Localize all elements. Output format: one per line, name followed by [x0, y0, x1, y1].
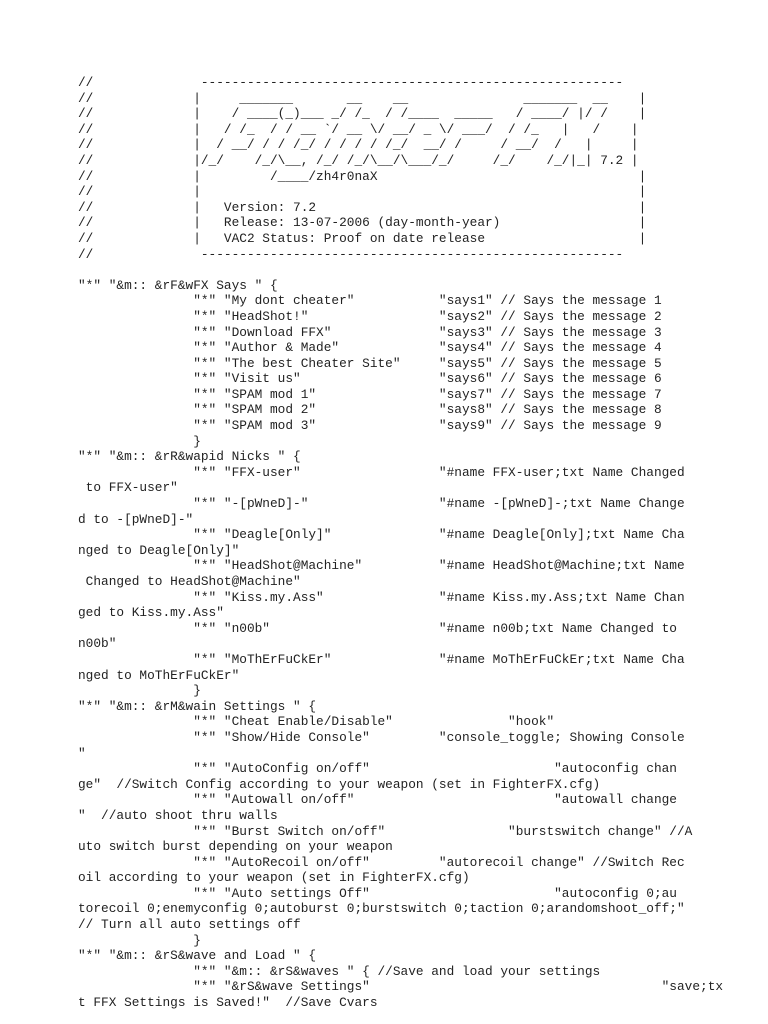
document-line [78, 262, 768, 278]
document-line: "*" "AutoRecoil on/off" "autorecoil change" //Switch Rec [78, 854, 685, 870]
document-line: "*" "My dont cheater" "says1" // Says the message 1 [78, 293, 662, 309]
document-line: " [78, 745, 86, 761]
document-line: "*" "Deagle[Only]" "#name Deagle[Only];txt Name Cha [78, 527, 685, 543]
document-line: "*" "Author & Made" "says4" // Says the message 4 [78, 340, 662, 356]
document-line: Changed to HeadShot@Machine" [78, 574, 301, 589]
document-line: "*" "Visit us" "says6" // Says the message 6 [78, 371, 662, 387]
document-line: } [78, 683, 201, 699]
document-line: // | / __/ / / /_/ / / / / /_/ __/ / / __/ / | | [78, 137, 639, 153]
document-line: // Turn all auto settings off [78, 917, 301, 933]
document-line: torecoil 0;enemyconfig 0;autoburst 0;burstswitch 0;taction 0;arandomshoot_off;" [78, 901, 685, 917]
document-line: "*" "Show/Hide Console" "console_toggle; Showing Console [78, 729, 685, 745]
document-line: "*" "Download FFX" "says3" // Says the message 3 [78, 324, 662, 340]
document-line: t FFX Settings is Saved!" //Save Cvars [78, 995, 378, 1011]
document-line: "*" "HeadShot@Machine" "#name HeadShot@Machine;txt Name [78, 558, 685, 574]
document-line: } [78, 932, 201, 948]
document-line: "*" "&m:: &rS&waves " { //Save and load your settings [78, 963, 601, 979]
document-line: // | / ____(_)___ _/ /_ / /____ _____ / ____/ |/ / | [78, 106, 647, 122]
document-line: "*" "-[pWneD]-" "#name -[pWneD]-;txt Name Change [78, 496, 685, 512]
document-line: } [78, 433, 201, 449]
document-line: "*" "n00b" "#name n00b;txt Name Changed to [78, 620, 677, 636]
document-line: "*" "&m:: &rS&wave and Load " { [78, 948, 317, 964]
document-line: // | /____/zh4r0naX | [78, 168, 647, 184]
document-line: d to -[pWneD]-" [78, 511, 194, 527]
document-line: "*" "&m:: &rF&wFX Says " { [78, 277, 278, 293]
document-line: "*" "MoThErFuCkEr" "#name MoThErFuCkEr;txt Name Cha [78, 651, 685, 667]
document-line: // | | [78, 184, 647, 200]
document-line: "*" "&m:: &rM&wain Settings " { [78, 698, 317, 714]
document-line: "*" "&m:: &rR&wapid Nicks " { [78, 449, 301, 465]
document-line: " //auto shoot thru walls [78, 807, 278, 823]
document-line: "*" "Kiss.my.Ass" "#name Kiss.my.Ass;txt Name Chan [78, 589, 685, 605]
document-line: uto switch burst depending on your weapon [78, 839, 393, 855]
document-line: "*" "SPAM mod 3" "says9" // Says the message 9 [78, 418, 662, 434]
document-line: nged to MoThErFuCkEr" [78, 667, 240, 683]
document-line: // ------------------------------------------------------- [78, 75, 624, 90]
document-line: "*" "Autowall on/off" "autowall change [78, 792, 677, 808]
document-line: to FFX-user" [78, 480, 178, 496]
document-line: // |/_/ /_/\__, /_/ /_/\__/\___/_/ /_/ /_/|_| 7.2 | [78, 152, 639, 168]
document-line: oil according to your weapon (set in FighterFX.cfg) [78, 870, 470, 886]
document-line: nged to Deagle[Only]" [78, 542, 240, 558]
document-line: "*" "SPAM mod 2" "says8" // Says the message 8 [78, 402, 662, 418]
document-line: // | _______ __ __ _______ __ | [78, 90, 647, 106]
document-line: "*" "FFX-user" "#name FFX-user;txt Name Changed [78, 464, 685, 480]
document-line: ge" //Switch Config according to your weapon (set in FighterFX.cfg) [78, 776, 601, 792]
document-line: // | VAC2 Status: Proof on date release | [78, 230, 647, 246]
document-line: // ------------------------------------------------------- [78, 246, 624, 262]
document-line: "*" "The best Cheater Site" "says5" // Says the message 5 [78, 355, 662, 371]
document-line: "*" "Burst Switch on/off" "burstswitch change" //A [78, 823, 693, 839]
document-line: // | Version: 7.2 | [78, 199, 647, 215]
document-line: // | / /_ / / __ `/ __ \/ __/ _ \/ ___/ / /_ | / | [78, 121, 639, 137]
document-line: n00b" [78, 636, 117, 652]
document-line: ged to Kiss.my.Ass" [78, 605, 224, 621]
document-line: // | Release: 13-07-2006 (day-month-year) | [78, 215, 647, 231]
document-line: "*" "&rS&wave Settings" "save;tx [78, 979, 724, 995]
document-text [78, 75, 768, 1011]
document-line: "*" "SPAM mod 1" "says7" // Says the message 7 [78, 386, 662, 402]
document-line: "*" "HeadShot!" "says2" // Says the message 2 [78, 308, 662, 324]
document-line: "*" "Auto settings Off" "autoconfig 0;au [78, 885, 677, 901]
document-line: "*" "AutoConfig on/off" "autoconfig chan [78, 761, 677, 777]
document-line: "*" "Cheat Enable/Disable" "hook" [78, 714, 555, 730]
